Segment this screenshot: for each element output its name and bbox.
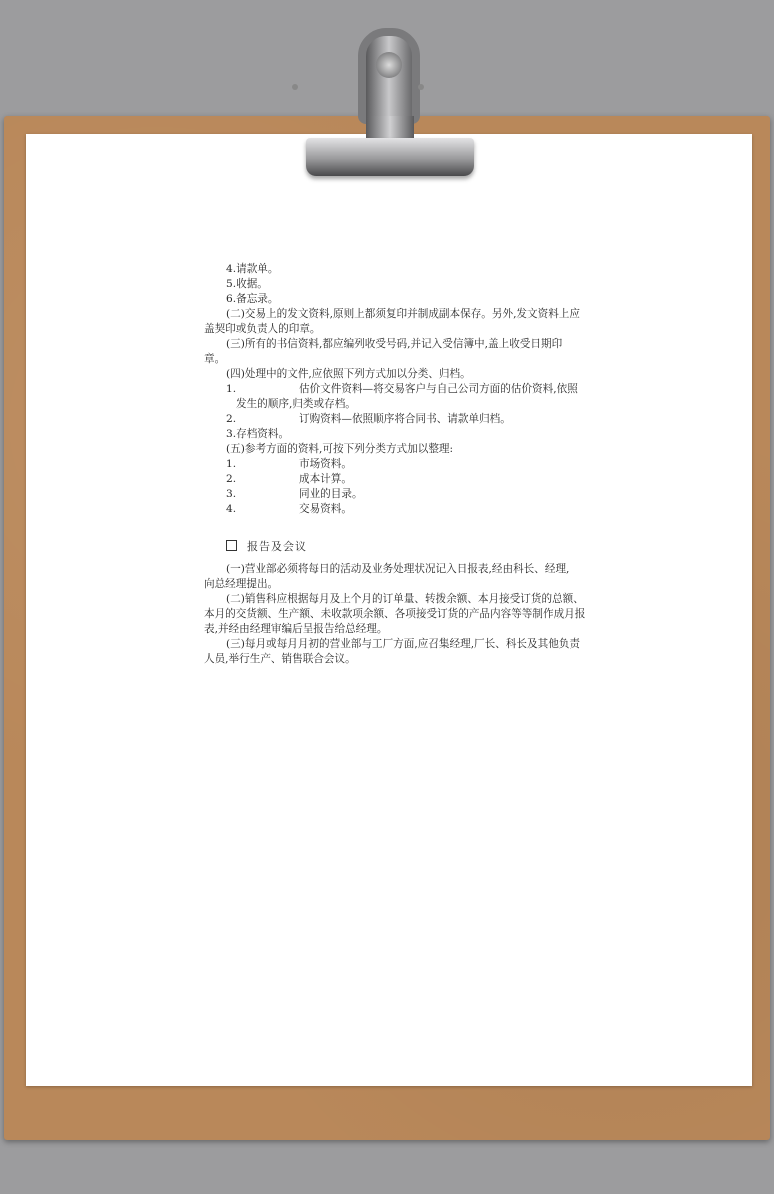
list-item: 6.备忘录。 [226, 293, 279, 305]
clip-plate [306, 138, 474, 176]
clip-pin-right [418, 84, 424, 90]
list-text-continued: 发生的顺序,归类或存档。 [236, 398, 356, 410]
report-1-line-1: (一)营业部必须将每日的活动及业务处理状况记入日报表,经由科长、经理, [226, 563, 570, 575]
paragraph-4: (四)处理中的文件,应依照下列方式加以分类、归档。 [226, 368, 471, 380]
list-number: 2. [226, 473, 237, 485]
list-item [204, 412, 596, 427]
list-text: 交易资料。 [299, 503, 352, 515]
report-1-line-2: 向总经理提出。 [204, 578, 279, 590]
list-item [204, 502, 596, 517]
list-text: 同业的目录。 [299, 488, 363, 500]
report-2-line-2: 本月的交货额、生产额、未收款项余额、各项接受订货的产品内容等等制作成月报 [204, 608, 586, 620]
list-text: 订购资料—依照顺序将合同书、请款单归档。 [299, 413, 511, 425]
report-3-line-1: (三)每月或每月月初的营业部与工厂方面,应召集经理,厂长、科长及其他负责 [226, 638, 580, 650]
list-item: 3.存档资料。 [226, 428, 290, 440]
list-item [204, 472, 596, 487]
report-2-line-1: (二)销售科应根据每月及上个月的订单量、转拨余额、本月接受订货的总额、 [226, 593, 584, 605]
list-item [204, 487, 596, 502]
report-3-line-2: 人员,举行生产、销售联合会议。 [204, 653, 356, 665]
list-number: 1. [226, 458, 237, 470]
paragraph-2-line-1: (二)交易上的发文资料,原则上都须复印并制成副本保存。另外,发文资料上应 [226, 308, 580, 320]
section-heading-text: 报告及会议 [247, 540, 307, 553]
list-text: 成本计算。 [299, 473, 352, 485]
list-item: 4.请款单。 [226, 263, 279, 275]
list-number: 3. [226, 488, 237, 500]
list-text: 市场资料。 [299, 458, 352, 470]
square-outline-icon [226, 540, 237, 551]
binder-clip-icon [300, 24, 480, 178]
list-number: 1. [226, 383, 237, 395]
list-item: 5.收据。 [226, 278, 268, 290]
report-2-line-3: 表,并经由经理审编后呈报告给总经理。 [204, 623, 388, 635]
section-heading [204, 539, 596, 554]
list-number: 2. [226, 413, 237, 425]
list-item [204, 382, 596, 397]
clip-pin-left [292, 84, 298, 90]
clip-rivet [376, 52, 402, 78]
paragraph-5: (五)参考方面的资料,可按下列分类方式加以整理: [226, 443, 454, 455]
document-body [204, 262, 596, 667]
paragraph-2-line-2: 盖契印或负责人的印章。 [204, 323, 321, 335]
paragraph-3-line-2: 章。 [204, 353, 226, 365]
list-item [204, 457, 596, 472]
list-text: 估价文件资料—将交易客户与自己公司方面的估价资料,依照 [299, 383, 578, 395]
list-number: 4. [226, 503, 237, 515]
paragraph-3-line-1: (三)所有的书信资料,都应编列收受号码,并记入受信簿中,盖上收受日期印 [226, 338, 563, 350]
